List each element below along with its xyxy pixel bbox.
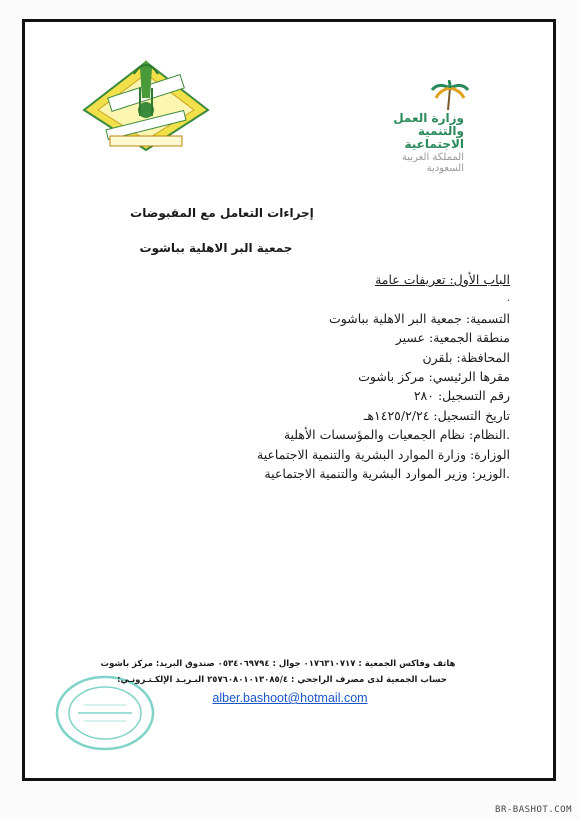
definition-item: مقرها الرئيسي: مركز باشوت bbox=[358, 369, 510, 385]
definition-item: .النظام: نظام الجمعيات والمؤسسات الأهلية bbox=[283, 427, 510, 443]
definition-item: التسمية: جمعية البر الاهلية بباشوت bbox=[329, 310, 510, 326]
ministry-name bbox=[372, 112, 464, 174]
ministry-line-3: المملكة العربية السعودية bbox=[401, 151, 464, 174]
official-stamp-icon bbox=[54, 673, 156, 753]
footer-bank-line: حساب الجمعية لدى مصرف الراجحي : ٢٥٧٦٠٨٠١٠١٣٠٨٥/٤ البـريـد الإلكـتـرونـي: bbox=[117, 675, 447, 685]
definitions-section bbox=[210, 270, 510, 483]
site-watermark: BR-BASHOT.COM bbox=[495, 805, 572, 815]
ministry-line-1: وزارة العمل bbox=[393, 111, 464, 125]
footer-contact-line: هاتف وفاكس الجمعية : ٠١٧٦٣١٠٧١٧ جوال : ٠٥٣٤٠٦٩٧٩٤ صندوق البريد: مركز باشوت bbox=[100, 659, 456, 669]
definition-item: منطقة الجمعية: عسير bbox=[395, 330, 510, 346]
document-title: إجراءات التعامل مع المقبوضات bbox=[130, 206, 314, 220]
definition-item: تاريخ التسجيل: ١٤٢٥/٢/٢٤هـ bbox=[363, 407, 510, 423]
definition-item: رقم التسجيل: ٢٨٠ bbox=[413, 388, 510, 404]
bullet-marker: . bbox=[506, 293, 510, 305]
charity-logo-icon bbox=[80, 58, 212, 154]
ministry-line-2: والتنمية الاجتماعية bbox=[404, 124, 464, 152]
organization-title: جمعية البر الاهلية بباشوت bbox=[139, 241, 293, 255]
definitions-heading: الباب الأول: تعريفات عامة bbox=[375, 272, 510, 287]
definition-item: الوزارة: وزارة الموارد البشرية والتنمية الاجتماعية bbox=[257, 446, 510, 462]
definition-item: المحافظة: بلقرن bbox=[422, 349, 510, 365]
email-link[interactable]: alber.bashoot@hotmail.com bbox=[212, 691, 368, 705]
definition-item: .الوزير: وزير الموارد البشرية والتنمية الاجتماعية bbox=[264, 466, 510, 482]
